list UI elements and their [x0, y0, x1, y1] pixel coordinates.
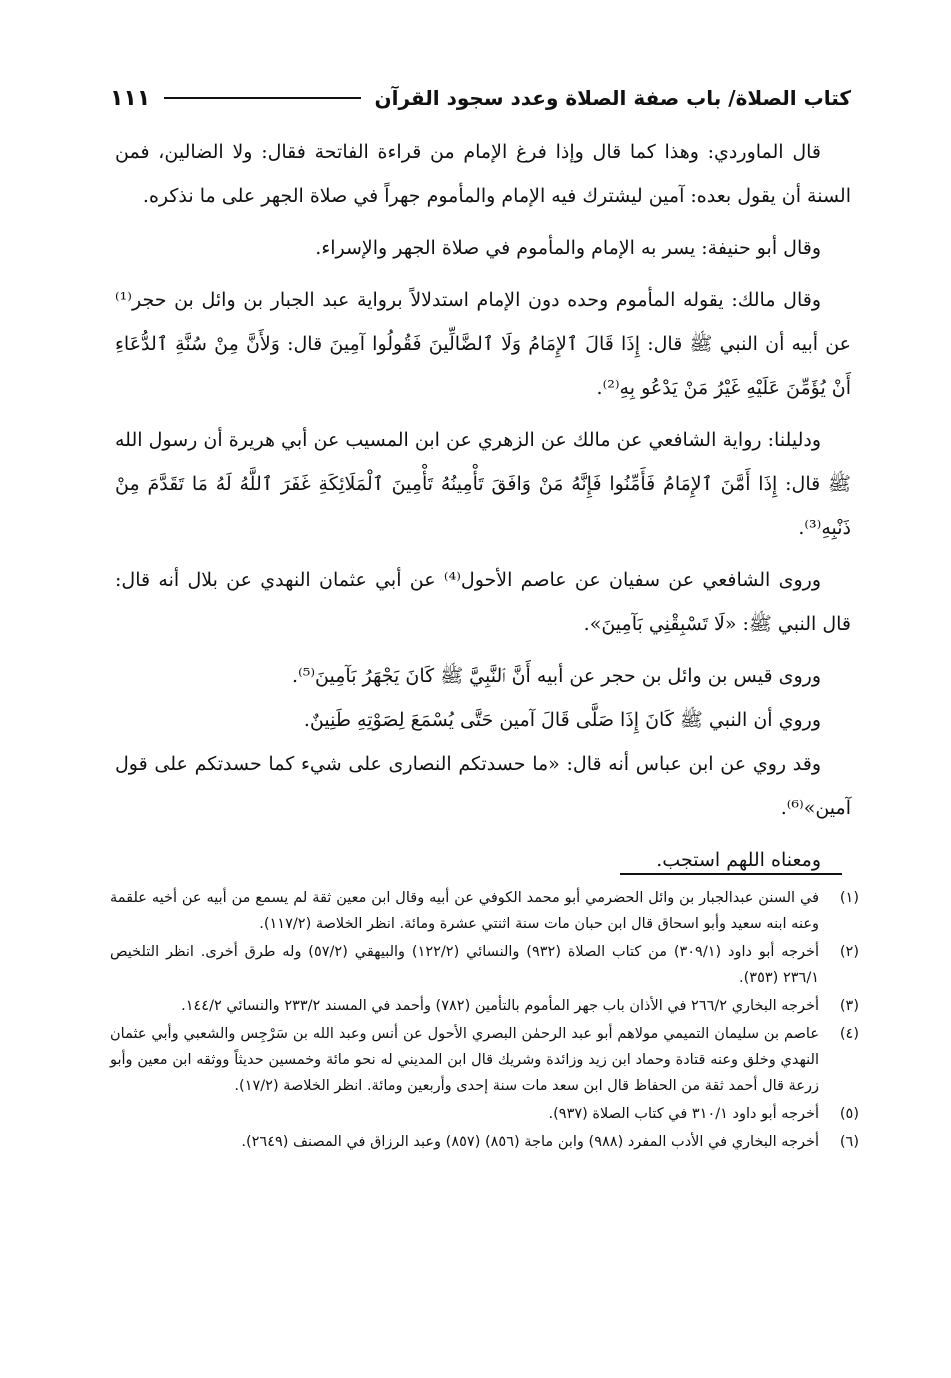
footnote-item — [110, 993, 859, 1019]
page-number: ١١١ — [110, 85, 151, 111]
paragraph-qays-narration: وروى قيس بن وائل بن حجر عن أبيه أَنَّ ٱلنَّبِيَّ ﷺ كَانَ يَجْهَرُ بَآمِينَ⁽⁵⁾. — [292, 665, 821, 687]
paragraph-mawardi: قال الماوردي: وهذا كما قال وإذا فرغ الإمام من قراءة الفاتحة فقال: ولا الضالين، فمن السنة أن يقول بعده: آمين ليشترك فيه الإمام والمأموم جهراً في صلاة الجهر على ما نذكره. — [115, 141, 851, 207]
header-rule — [164, 97, 360, 99]
paragraph-evidence: ودليلنا: رواية الشافعي عن مالك عن الزهري عن ابن المسيب عن أبي هريرة أن رسول الله ﷺ قال: إِذَا أَمَّنَ ٱلإِمَامُ فَأَمِّنُوا فَإِنَّهُ مَنْ وَافَقَ تَأْمِينُهُ تَأْمِينَ ٱلْمَلَائِكَةِ غَفَرَ ٱللَّهُ لَهُ مَا تَقَدَّمَ مِنْ ذَنْبِهِ⁽³⁾. — [115, 429, 851, 539]
running-title: كتاب الصلاة/ باب صفة الصلاة وعدد سجود القرآن — [374, 86, 851, 110]
footnote-number: (٣) — [839, 998, 859, 1014]
paragraph-malik: وقال مالك: يقوله المأموم وحده دون الإمام استدلالاً برواية عبد الجبار بن وائل بن حجر⁽¹⁾ عن أبيه أن النبي ﷺ قال: إِذَا قَالَ ٱلإِمَامُ وَلَا ٱلضَّالِّينَ فَقُولُوا آمِينَ قال: وَلأَنَّ مِنْ سُنَّةِ ٱلدُّعَاءِ أَنْ يُؤَمِّنَ عَلَيْهِ غَيْرُ مَنْ يَدْعُو بِهِ⁽²⁾. — [115, 289, 851, 399]
footnote-text: أخرجه البخاري ٢٦٦/٢ في الأذان باب جهر المأموم بالتأمين (٧٨٢) وأحمد في المسند ٢٣٣/٢ والنسائي ١٤٤/٢. — [181, 998, 819, 1014]
footnote-number: (٤) — [839, 1026, 859, 1042]
footnote-separator — [620, 873, 842, 875]
footnote-item — [110, 1101, 859, 1127]
footnote-number: (٢) — [839, 944, 859, 960]
footnote-text: عاصم بن سليمان التميمي مولاهم أبو عبد الرحمٰن البصري الأحول عن أنس وعبد الله بن سَرْجِس والشعبي وأبي عثمان النهدي وخلق وعنه قتادة وحماد ابن زيد وزائدة وشريك قال ابن المديني له نحو مائة وخمسين حديثاً ووثقه ابن معين وأبو زرعة قال أحمد ثقة من الحفاظ قال ابن سعد مات سنة إحدى وأربعين ومائة. انظر الخلاصة (١٧/٢). — [110, 1026, 819, 1094]
footnote-number: (٥) — [839, 1106, 859, 1122]
paragraph-prophet-narration: وروي أن النبي ﷺ كَانَ إِذَا صَلَّى قَالَ آمين حَتَّى يُسْمَعَ لِصَوْتِهِ طَنِينٌ. — [303, 709, 821, 731]
footnote-item — [110, 1129, 859, 1155]
footnote-text: أخرجه البخاري في الأدب المفرد (٩٨٨) وابن ماجة (٨٥٦) (٨٥٧) وعبد الرزاق في المصنف (٢٦٤٩). — [241, 1134, 819, 1150]
footnote-item — [110, 885, 859, 937]
footnote-text: أخرجه أبو داود ٣١٠/١ في كتاب الصلاة (٩٣٧). — [548, 1106, 819, 1122]
footnote-text: أخرجه أبو داود (٣٠٩/١) من كتاب الصلاة (٩٣٢) والنسائي (١٢٢/٢) والبيهقي (٥٧/٢) وله طرق أخرى. انظر التلخيص ٢٣٦/١ (٣٥٣). — [110, 944, 819, 986]
footnote-text: في السنن عبدالجبار بن وائل الحضرمي أبو محمد الكوفي عن أبيه وقال ابن معين ثقة لم يسمع من أبيه عن أخيه علقمة وعنه ابنه سعيد وأبو اسحاق قال ابن حبان مات سنة اثنتي عشرة ومائة. انظر الخلاصة (١١٧/٢). — [110, 890, 819, 932]
paragraph-ibn-abbas: وقد روي عن ابن عباس أنه قال: «ما حسدتكم النصارى على شيء كما حسدتكم على قول آمين»⁽⁶⁾. — [115, 753, 851, 819]
footnote-item — [110, 1021, 859, 1099]
main-text — [115, 130, 851, 890]
footnotes — [110, 885, 859, 1157]
footnote-item — [110, 939, 859, 991]
footnote-number: (٦) — [839, 1134, 859, 1150]
page-header — [110, 78, 851, 118]
paragraph-meaning: ومعناه اللهم استجب. — [656, 849, 821, 871]
paragraph-shafii-narration: وروى الشافعي عن سفيان عن عاصم الأحول⁽⁴⁾ عن أبي عثمان النهدي عن بلال أنه قال: قال النبي ﷺ: «لَا تَسْبِقْنِي بَآمِينَ». — [115, 569, 851, 635]
footnote-number: (١) — [839, 890, 859, 906]
paragraph-abu-hanifa: وقال أبو حنيفة: يسر به الإمام والمأموم في صلاة الجهر والإسراء. — [315, 237, 821, 259]
